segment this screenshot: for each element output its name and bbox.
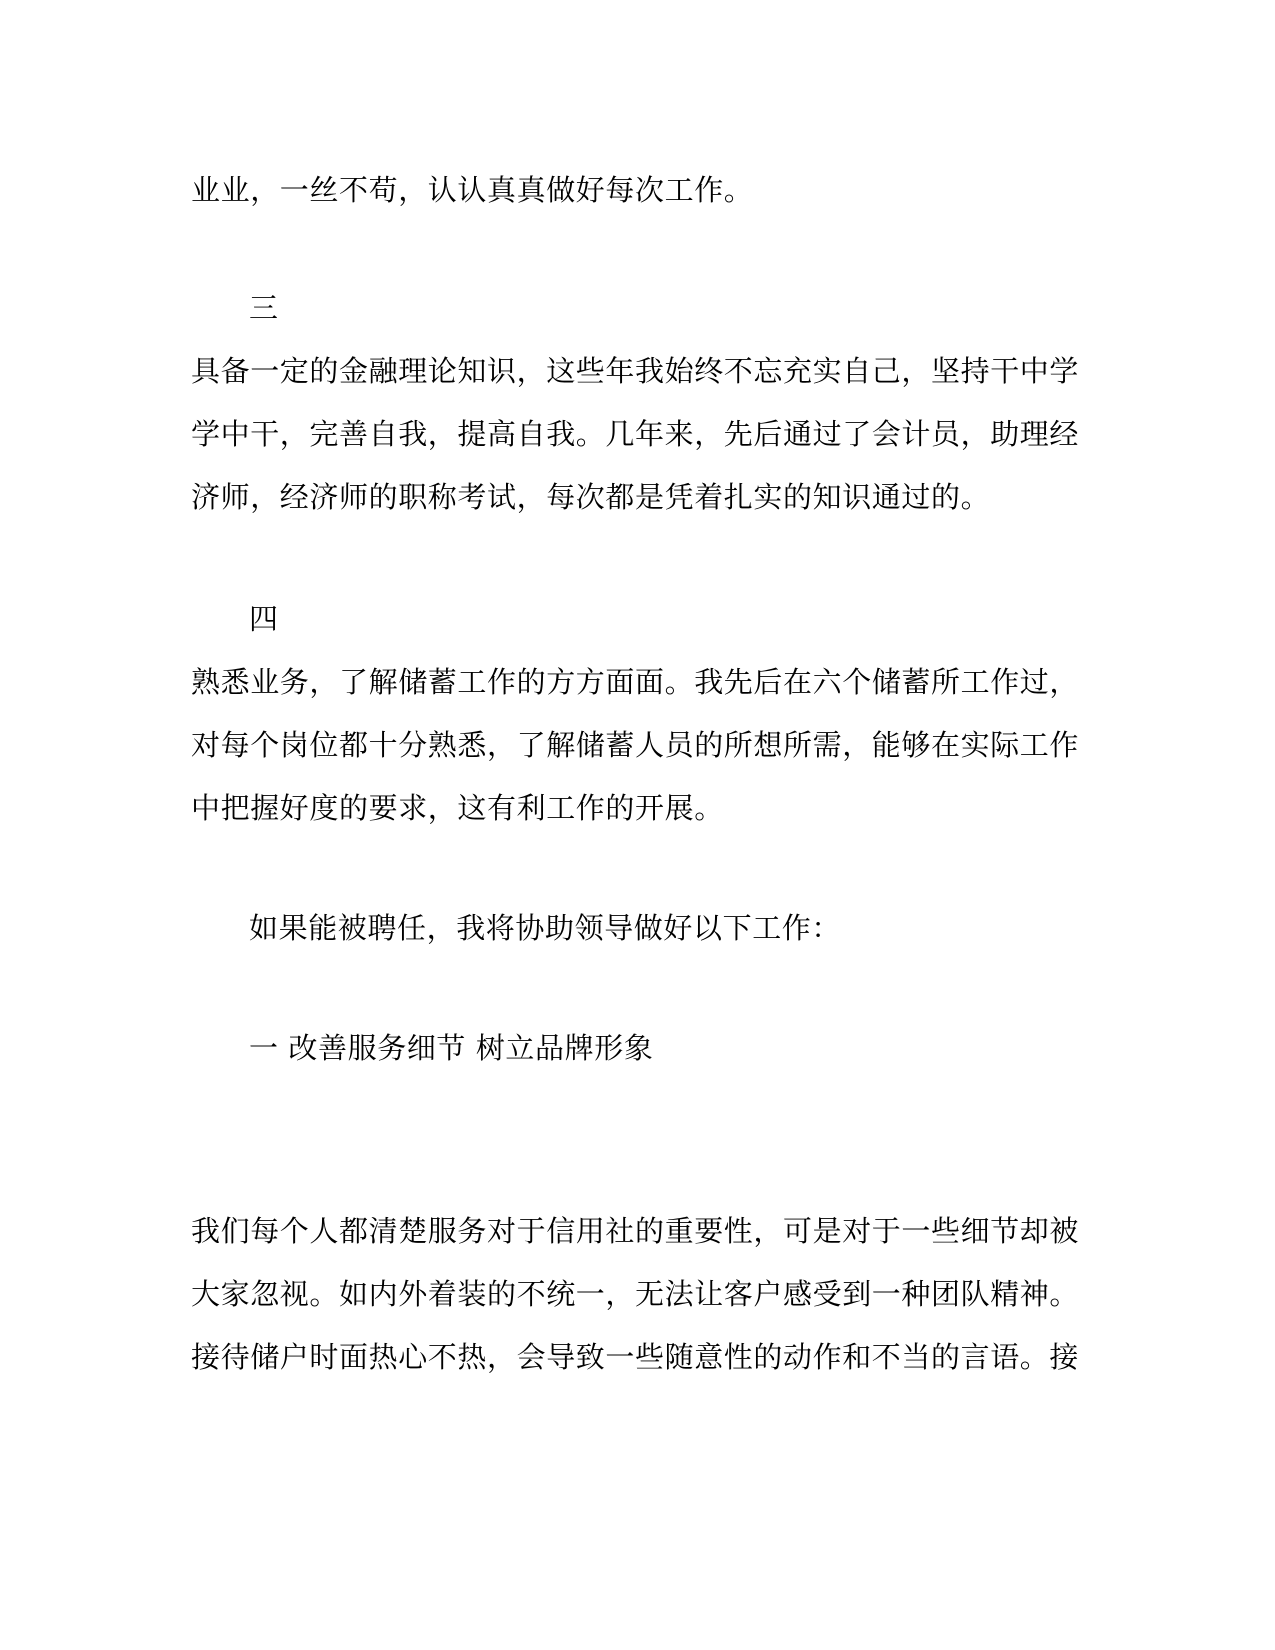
section-heading-four: 四 — [249, 602, 279, 636]
subsection-heading-one: 一 改善服务细节 树立品牌形象 — [249, 1031, 654, 1065]
section-heading-three: 三 — [249, 291, 279, 325]
text-line-7: 熟悉业务，了解储蓄工作的方方面面。我先后在六个储蓄所工作过， — [191, 665, 1080, 699]
text-line-9: 中把握好度的要求，这有利工作的开展。 — [191, 791, 724, 825]
text-line-12: 我们每个人都清楚服务对于信用社的重要性，可是对于一些细节却被 — [191, 1214, 1080, 1248]
text-line-13: 大家忽视。如内外着装的不统一，无法让客户感受到一种团队精神。 — [191, 1277, 1080, 1311]
text-line-14: 接待储户时面热心不热，会导致一些随意性的动作和不当的言语。接 — [191, 1340, 1080, 1374]
text-line-1: 业业，一丝不苟，认认真真做好每次工作。 — [191, 173, 754, 207]
text-line-3: 具备一定的金融理论知识，这些年我始终不忘充实自己，坚持干中学 — [191, 354, 1080, 388]
text-line-8: 对每个岗位都十分熟悉，了解储蓄人员的所想所需，能够在实际工作 — [191, 728, 1080, 762]
text-line-4: 学中干，完善自我，提高自我。几年来，先后通过了会计员，助理经 — [191, 417, 1080, 451]
text-line-10: 如果能被聘任，我将协助领导做好以下工作： — [249, 911, 842, 945]
text-line-5: 济师，经济师的职称考试，每次都是凭着扎实的知识通过的。 — [191, 480, 991, 514]
